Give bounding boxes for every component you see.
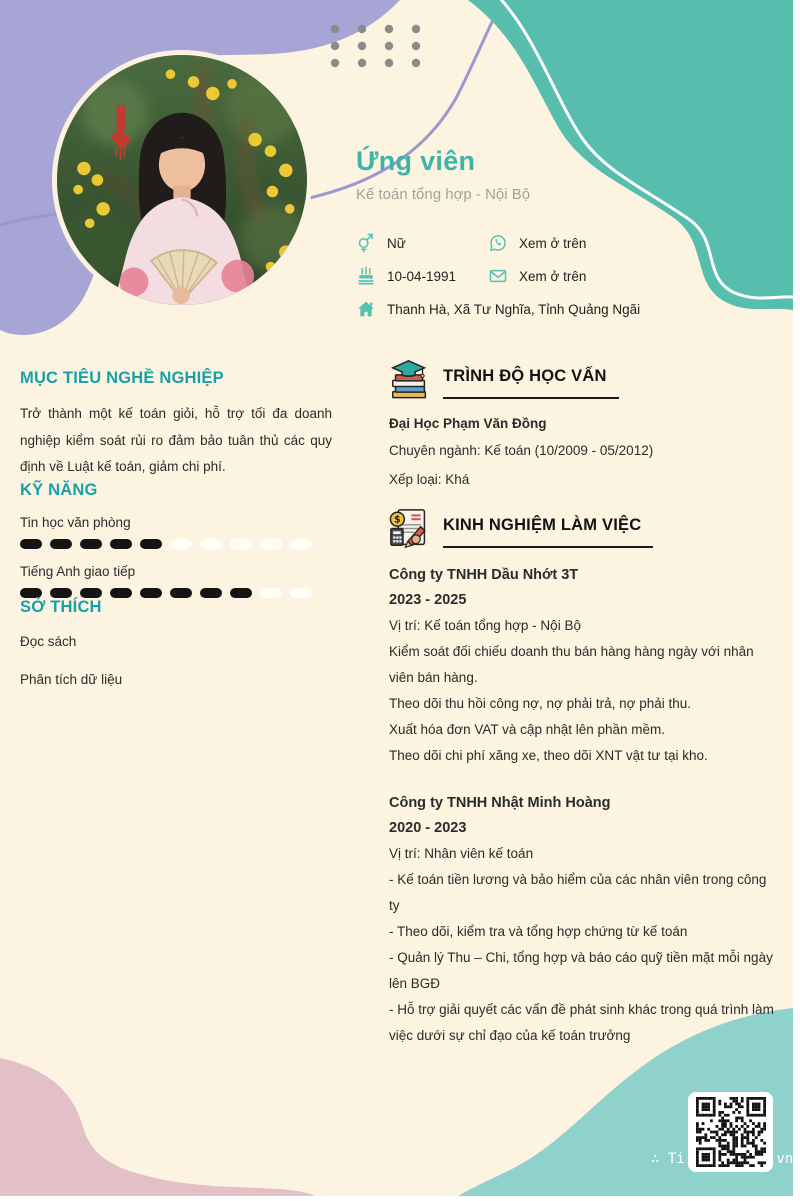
job-detail: Xuất hóa đơn VAT và cập nhật lên phần mềm.	[389, 722, 666, 737]
contact-birthday	[356, 266, 488, 286]
skill-level-pill	[80, 539, 102, 549]
skill-level-pill	[290, 588, 312, 598]
education-section-header	[389, 359, 777, 400]
job-detail: - Kế toán tiền lương và bảo hiểm của các nhân viên trong công ty	[389, 872, 767, 913]
skill-level-pill	[170, 539, 192, 549]
qr-pattern	[696, 1097, 766, 1167]
profile-photo	[52, 50, 312, 310]
job-period: 2023 - 2025	[389, 592, 467, 608]
svg-text:$: $	[394, 514, 401, 526]
objective-text: Trở thành một kế toán giỏi, hỗ trợ tối đa doanh nghiệp kiểm soát rủi ro đảm bảo tuân thủ các quy định về Luật kế toán, giảm chi phí.	[20, 406, 332, 474]
education-heading: TRÌNH ĐỘ HỌC VẤN	[443, 359, 619, 399]
skill-level-pill	[200, 588, 222, 598]
skill-level-pill	[260, 539, 282, 549]
skill-level-pill	[140, 588, 162, 598]
skill-level-pill	[170, 588, 192, 598]
interests-heading: SỞ THÍCH	[20, 597, 102, 616]
job-detail: - Quản lý Thu – Chi, tổng hợp và báo cáo quỹ tiền mặt mỗi ngày lên BGĐ	[389, 950, 773, 991]
education-detail: Chuyên ngành: Kế toán (10/2009 - 05/2012)	[389, 443, 654, 458]
skill-level-pill	[230, 539, 252, 549]
candidate-name: Ứng viên	[356, 146, 476, 176]
education-block	[389, 412, 777, 494]
birthday-icon	[356, 266, 376, 286]
experience-icon	[389, 508, 430, 549]
candidate-title: Kế toán tổng hợp - Nội Bộ	[356, 186, 531, 203]
contact-gender-value: Nữ	[387, 235, 406, 251]
contact-email-value: Xem ở trên	[519, 268, 587, 284]
skill-level-pill	[140, 539, 162, 549]
skill-level-pill	[290, 539, 312, 549]
skill-level-pill	[200, 539, 222, 549]
watermark-left: ∴ Ti	[651, 1151, 685, 1167]
skill-item	[20, 564, 332, 598]
skill-name: Tiếng Anh giao tiếp	[20, 563, 136, 579]
experience-section-header	[389, 508, 777, 549]
gender-icon	[356, 233, 376, 253]
job-detail: - Hỗ trợ giải quyết các vấn đề phát sinh khác trong quá trình làm việc dưới sự chỉ đạo của kế toán trưởng	[389, 1002, 774, 1043]
skill-level-pill	[20, 588, 42, 598]
job-detail: Theo dõi thu hồi công nợ, nợ phải trả, nợ phải thu.	[389, 696, 692, 711]
job-entry	[389, 791, 777, 1049]
home-icon	[356, 299, 376, 319]
skill-level-pill	[230, 588, 252, 598]
skill-level-dots	[20, 588, 332, 598]
job-detail: Theo dõi chi phí xăng xe, theo dõi XNT vật tư tại kho.	[389, 748, 708, 763]
experience-list	[389, 563, 777, 1049]
job-company: Công ty TNHH Nhật Minh Hoàng	[389, 795, 611, 811]
job-company: Công ty TNHH Dầu Nhớt 3T	[389, 567, 579, 583]
left-column	[20, 369, 332, 693]
skill-name: Tin học văn phòng	[20, 514, 131, 530]
education-school: Đại Học Phạm Văn Đồng	[389, 416, 547, 431]
skill-level-pill	[50, 539, 72, 549]
interest-item: Phân tích dữ liệu	[20, 671, 123, 687]
interests-list	[20, 629, 332, 693]
skill-item	[20, 515, 332, 549]
profile-photo-illustration	[57, 55, 307, 305]
education-detail: Xếp loại: Khá	[389, 472, 470, 487]
mail-icon	[488, 266, 508, 286]
contact-birthday-value: 10-04-1991	[387, 268, 457, 284]
job-detail: Kiểm soát đối chiếu doanh thu bán hàng hàng ngày với nhân viên bán hàng.	[389, 644, 754, 685]
education-details	[389, 436, 777, 494]
job-detail: Vị trí: Nhân viên kế toán	[389, 846, 534, 861]
skills-list	[20, 515, 332, 598]
job-detail: - Theo dõi, kiểm tra và tổng hợp chứng từ kế toán	[389, 924, 688, 939]
skill-level-pill	[260, 588, 282, 598]
qr-code	[688, 1092, 773, 1172]
contact-info	[356, 233, 790, 319]
objective-heading: MỤC TIÊU NGHỀ NGHIỆP	[20, 369, 224, 387]
job-entry	[389, 563, 777, 769]
education-icon	[389, 359, 430, 400]
watermark-right: .vn	[768, 1151, 793, 1167]
job-detail: Vị trí: Kế toán tổng hợp - Nội Bộ	[389, 618, 581, 633]
header	[356, 146, 530, 203]
interest-item: Đọc sách	[20, 633, 77, 649]
skill-level-dots	[20, 539, 332, 549]
contact-email	[488, 266, 790, 286]
skill-level-pill	[110, 588, 132, 598]
right-column	[389, 359, 777, 1049]
contact-phone	[488, 233, 790, 253]
contact-address	[356, 299, 790, 319]
experience-heading: KINH NGHIỆM LÀM VIỆC	[443, 508, 653, 548]
skill-level-pill	[50, 588, 72, 598]
skill-level-pill	[80, 588, 102, 598]
skill-level-pill	[20, 539, 42, 549]
job-period: 2020 - 2023	[389, 820, 467, 836]
skill-level-pill	[110, 539, 132, 549]
whatsapp-icon	[488, 233, 508, 253]
contact-gender	[356, 233, 488, 253]
contact-phone-value: Xem ở trên	[519, 235, 587, 251]
contact-address-value: Thanh Hà, Xã Tư Nghĩa, Tỉnh Quảng Ngãi	[387, 301, 641, 317]
skills-heading: KỸ NĂNG	[20, 480, 98, 499]
pink-blob-bottom-left	[0, 1058, 322, 1196]
